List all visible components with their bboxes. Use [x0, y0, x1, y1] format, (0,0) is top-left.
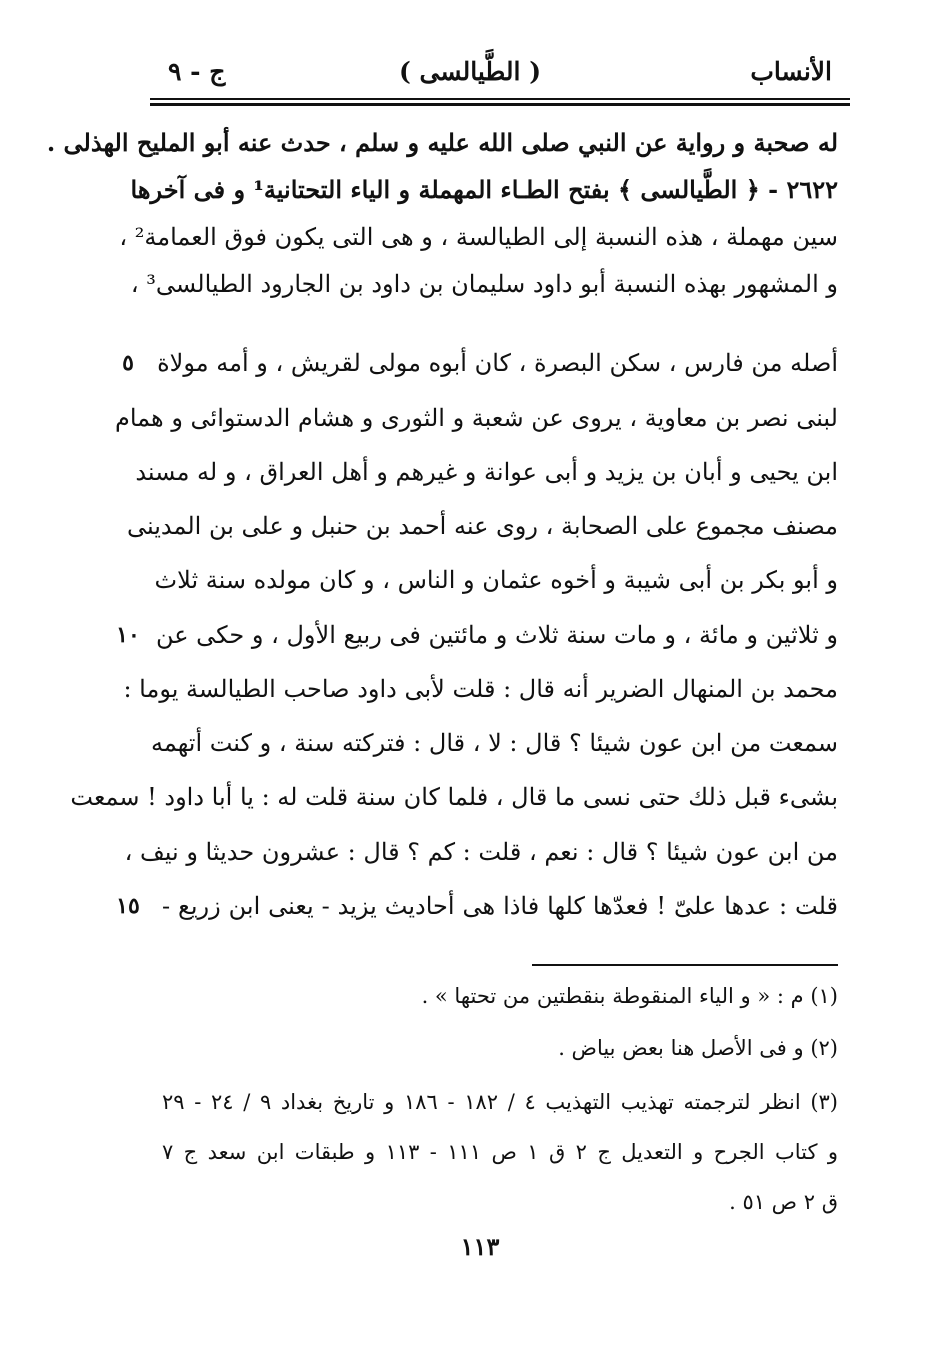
body-line-2-entry-heading: [130, 167, 838, 213]
volume-number: ج - ٩: [168, 57, 226, 86]
header-rule-bottom: [150, 103, 850, 106]
body-line-4: و المشهور بهذه النسبة أبو داود سليمان بن داود بن الجارود الطيالسى³ ،: [130, 270, 838, 298]
footnote-1: (١) م : « و الياء المنقوطة بنقطتين من تحتها » .: [421, 984, 838, 1008]
running-title: الأنساب: [750, 57, 832, 86]
body-line-7: ابن يحيى و أبان بن يزيد و أبى عوانة و غيرهم و أهل العراق ، و له مسند: [135, 458, 838, 486]
page-number: ١١٣: [460, 1232, 500, 1261]
header-rule-top: [150, 98, 850, 100]
footnote-3-line-2: و كتاب الجرح و التعديل ج ٢ ق ١ ص ١١١ - ١١٣ و طبقات ابن سعد ج ٧: [162, 1140, 838, 1164]
body-line-12: سمعت من ابن عون شيئا ؟ قال : لا ، قال : فتركته سنة ، و كنت أتهمه: [150, 729, 838, 757]
body-line-5: أصله من فارس ، سكن البصرة ، كان أبوه مولى لقريش ، و أمه مولاة: [157, 349, 838, 377]
body-line-8: مصنف مجموع على الصحابة ، روى عنه أحمد بن حنبل و على بن المدينى: [126, 512, 838, 540]
body-line-14: من ابن عون شيئا ؟ قال : نعم ، قلت : كم ؟ قال : عشرون حديثا و نيف ،: [124, 838, 838, 866]
footnote-separator: [532, 964, 838, 966]
entry-text: ٢٦٢٢ - ﴿ الطَّيالسى ﴾ بفتح الطـاء المهملة و الياء التحتانية¹ و فى آخرها: [130, 175, 838, 204]
body-line-10: و ثلاثين و مائة ، و مات سنة ثلاث و مائتين فى ربيع الأول ، و حكى عن: [155, 621, 838, 649]
line-number-15: ١٥: [116, 893, 140, 919]
body-line-9: و أبو بكر بن أبى شيبة و أخوه عثمان و الناس ، و كان مولده سنة ثلاث: [154, 566, 838, 594]
body-line-11: محمد بن المنهال الضرير أنه قال : قلت لأبى داود صاحب الطيالسة يوما :: [123, 675, 838, 703]
line-number-10: ١٠: [116, 622, 140, 648]
page-heading: ( الطَّيالسى ): [398, 57, 542, 86]
footnote-3-line-3: ق ٢ ص ٥١ .: [729, 1190, 838, 1214]
footnote-3-line-1: (٣) انظر لترجمته تهذيب التهذيب ٤ / ١٨٢ - ١٨٦ و تاريخ بغداد ٩ / ٢٤ - ٢٩: [162, 1090, 838, 1114]
body-line-1: له صحبة و رواية عن النبي صلى الله عليه و سلم ، حدث عنه أبو المليح الهذلى .: [46, 128, 838, 157]
body-line-15: قلت : عدها علىّ ! فعدّها كلها فاذا هى أحاديث يزيد - يعنى ابن زريع -: [162, 892, 838, 920]
line-number-5: ٥: [122, 350, 134, 376]
body-line-6: لبنى نصر بن معاوية ، يروى عن شعبة و الثورى و هشام الدستوائى و همام: [115, 404, 838, 432]
footnote-2: (٢) و فى الأصل هنا بعض بياض .: [558, 1036, 838, 1060]
body-line-13: بشىء قبل ذلك حتى نسى ما قال ، فلما كان سنة قلت له : يا أبا داود ! سمعت: [70, 783, 838, 811]
body-line-3: سين مهملة ، هذه النسبة إلى الطيالسة ، و هى التى يكون فوق العمامة² ،: [119, 223, 838, 251]
